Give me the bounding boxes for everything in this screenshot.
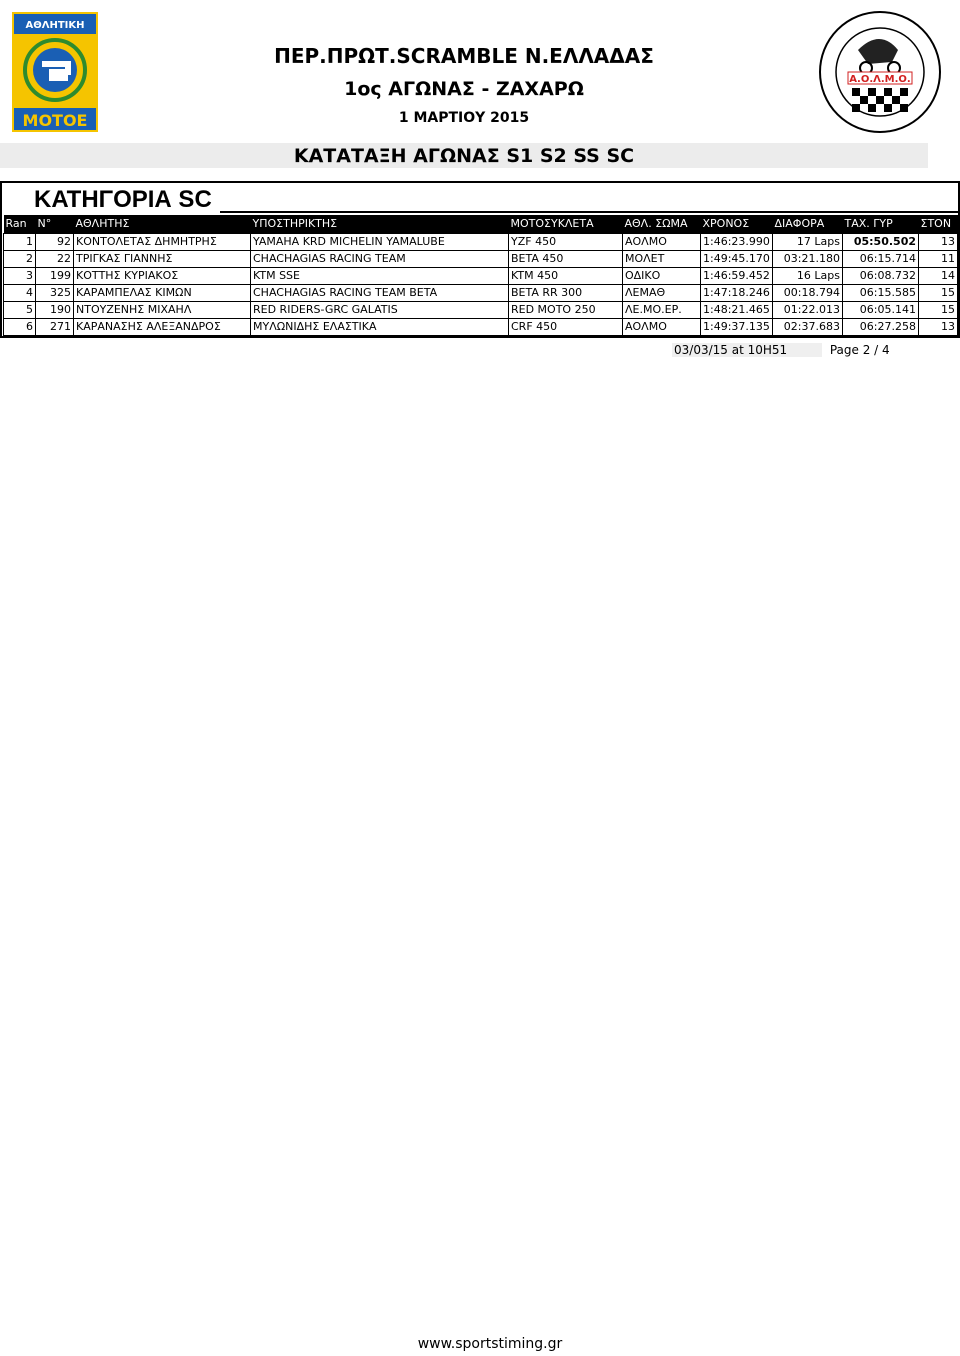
cell-club: ΑΟΛΜΟ	[623, 318, 701, 335]
cell-diff: 03:21.180	[773, 250, 843, 267]
cell-sponsor: CHACHAGIAS RACING TEAM BETA	[251, 284, 509, 301]
cell-club: ΑΟΛΜΟ	[623, 233, 701, 250]
svg-text:ΑΘΛΗΤΙΚΗ: ΑΘΛΗΤΙΚΗ	[25, 20, 85, 31]
cell-laps: 15	[919, 301, 958, 318]
cell-sponsor: KTM SSE	[251, 267, 509, 284]
cell-best-lap: 05:50.502	[843, 233, 919, 250]
cell-bike: CRF 450	[509, 318, 623, 335]
cell-diff: 16 Laps	[773, 267, 843, 284]
cell-time: 1:49:37.135	[701, 318, 773, 335]
cell-ran: 2	[4, 250, 36, 267]
cell-bike: YZF 450	[509, 233, 623, 250]
cell-best-lap: 06:27.258	[843, 318, 919, 335]
table-row	[4, 284, 958, 301]
svg-text:Α.Ο.Λ.Μ.Ο.: Α.Ο.Λ.Μ.Ο.	[849, 74, 911, 85]
svg-text:ΜΟΤΟΕ: ΜΟΤΟΕ	[22, 111, 88, 130]
cell-club: ΛΕΜΑΘ	[623, 284, 701, 301]
table-row	[4, 318, 958, 335]
cell-bike: KTM 450	[509, 267, 623, 284]
table-header	[4, 215, 958, 233]
cell-ran: 1	[4, 233, 36, 250]
table-row	[4, 233, 958, 250]
col-bike: ΜΟΤΟΣΥΚΛΕΤΑ	[510, 217, 594, 231]
cell-ran: 4	[4, 284, 36, 301]
table-row	[4, 250, 958, 267]
cell-time: 1:48:21.465	[701, 301, 773, 318]
cell-athlete: ΚΟΤΤΗΣ ΚΥΡΙΑΚΟΣ	[74, 267, 251, 284]
cell-best-lap: 06:05.141	[843, 301, 919, 318]
cell-club: ΟΔΙΚΟ	[623, 267, 701, 284]
cell-athlete: ΚΑΡΑΝΑΣΗΣ ΑΛΕΞΑΝΔΡΟΣ	[74, 318, 251, 335]
cell-laps: 14	[919, 267, 958, 284]
cell-laps: 11	[919, 250, 958, 267]
print-info	[672, 343, 890, 357]
cell-number: 190	[36, 301, 74, 318]
cell-bike: RED MOTO 250	[509, 301, 623, 318]
page-number: Page 2 / 4	[829, 343, 890, 357]
cell-best-lap: 06:15.585	[843, 284, 919, 301]
col-diff: ΔΙΑΦΟΡΑ	[774, 217, 825, 231]
cell-time: 1:47:18.246	[701, 284, 773, 301]
cell-number: 92	[36, 233, 74, 250]
cell-sponsor: YAMAHA KRD MICHELIN YAMALUBE	[251, 233, 509, 250]
cell-laps: 15	[919, 284, 958, 301]
classification-title: ΚΑΤΑΤΑΞΗ ΑΓΩΝΑΣ S1 S2 SS SC	[293, 145, 635, 167]
cell-best-lap: 06:15.714	[843, 250, 919, 267]
cell-athlete: ΚΟΝΤΟΛΕΤΑΣ ΔΗΜΗΤΡΗΣ	[74, 233, 251, 250]
event-title: ΠΕΡ.ΠΡΩΤ.SCRAMBLE Ν.ΕΛΛΑΔΑΣ	[274, 44, 654, 68]
cell-club: ΛΕ.ΜΟ.ΕΡ.	[623, 301, 701, 318]
cell-number: 22	[36, 250, 74, 267]
table-row	[4, 267, 958, 284]
cell-diff: 17 Laps	[773, 233, 843, 250]
col-sponsor: ΥΠΟΣΤΗΡΙΚΤΗΣ	[252, 217, 338, 231]
cell-diff: 01:22.013	[773, 301, 843, 318]
cell-sponsor: RED RIDERS-GRC GALATIS	[251, 301, 509, 318]
cell-bike: BETA RR 300	[509, 284, 623, 301]
cell-diff: 02:37.683	[773, 318, 843, 335]
cell-diff: 00:18.794	[773, 284, 843, 301]
cell-time: 1:46:59.452	[701, 267, 773, 284]
cell-laps: 13	[919, 318, 958, 335]
cell-laps: 13	[919, 233, 958, 250]
results-table	[3, 215, 958, 336]
col-ran: Ran	[5, 217, 27, 231]
print-timestamp: 03/03/15 at 10H51	[672, 343, 822, 357]
cell-sponsor: ΜΥΛΩΝΙΔΗΣ ΕΛΑΣΤΙΚΑ	[251, 318, 509, 335]
cell-number: 199	[36, 267, 74, 284]
category-underline	[220, 211, 958, 213]
cell-best-lap: 06:08.732	[843, 267, 919, 284]
cell-sponsor: CHACHAGIAS RACING TEAM	[251, 250, 509, 267]
col-club: ΑΘΛ. ΣΩΜΑ	[624, 217, 688, 231]
cell-club: ΜΟΛΕΤ	[623, 250, 701, 267]
website-link[interactable]: www.sportstiming.gr	[417, 1336, 563, 1352]
cell-number: 325	[36, 284, 74, 301]
col-laps: ΣΤΟΝ	[920, 217, 952, 231]
cell-athlete: ΚΑΡΑΜΠΕΛΑΣ ΚΙΜΩΝ	[74, 284, 251, 301]
cell-ran: 6	[4, 318, 36, 335]
race-date: 1 ΜΑΡΤΙΟΥ 2015	[398, 110, 530, 126]
cell-ran: 5	[4, 301, 36, 318]
col-time: ΧΡΟΝΟΣ	[702, 217, 750, 231]
results-panel	[0, 181, 960, 338]
col-number: N°	[37, 217, 52, 231]
race-subtitle: 1ος ΑΓΩΝΑΣ - ΖΑΧΑΡΩ	[344, 78, 584, 100]
cell-bike: BETA 450	[509, 250, 623, 267]
cell-athlete: ΤΡΙΓΚΑΣ ΓΙΑΝΝΗΣ	[74, 250, 251, 267]
cell-ran: 3	[4, 267, 36, 284]
category-title: ΚΑΤΗΓΟΡΙΑ SC	[34, 186, 212, 213]
col-best-lap: ΤΑΧ. ΓΥΡ	[844, 217, 893, 231]
cell-number: 271	[36, 318, 74, 335]
cell-time: 1:49:45.170	[701, 250, 773, 267]
cell-athlete: ΝΤΟΥΖΕΝΗΣ ΜΙΧΑΗΛ	[74, 301, 251, 318]
col-athlete: ΑΘΛΗΤΗΣ	[75, 217, 130, 231]
table-row	[4, 301, 958, 318]
cell-time: 1:46:23.990	[701, 233, 773, 250]
